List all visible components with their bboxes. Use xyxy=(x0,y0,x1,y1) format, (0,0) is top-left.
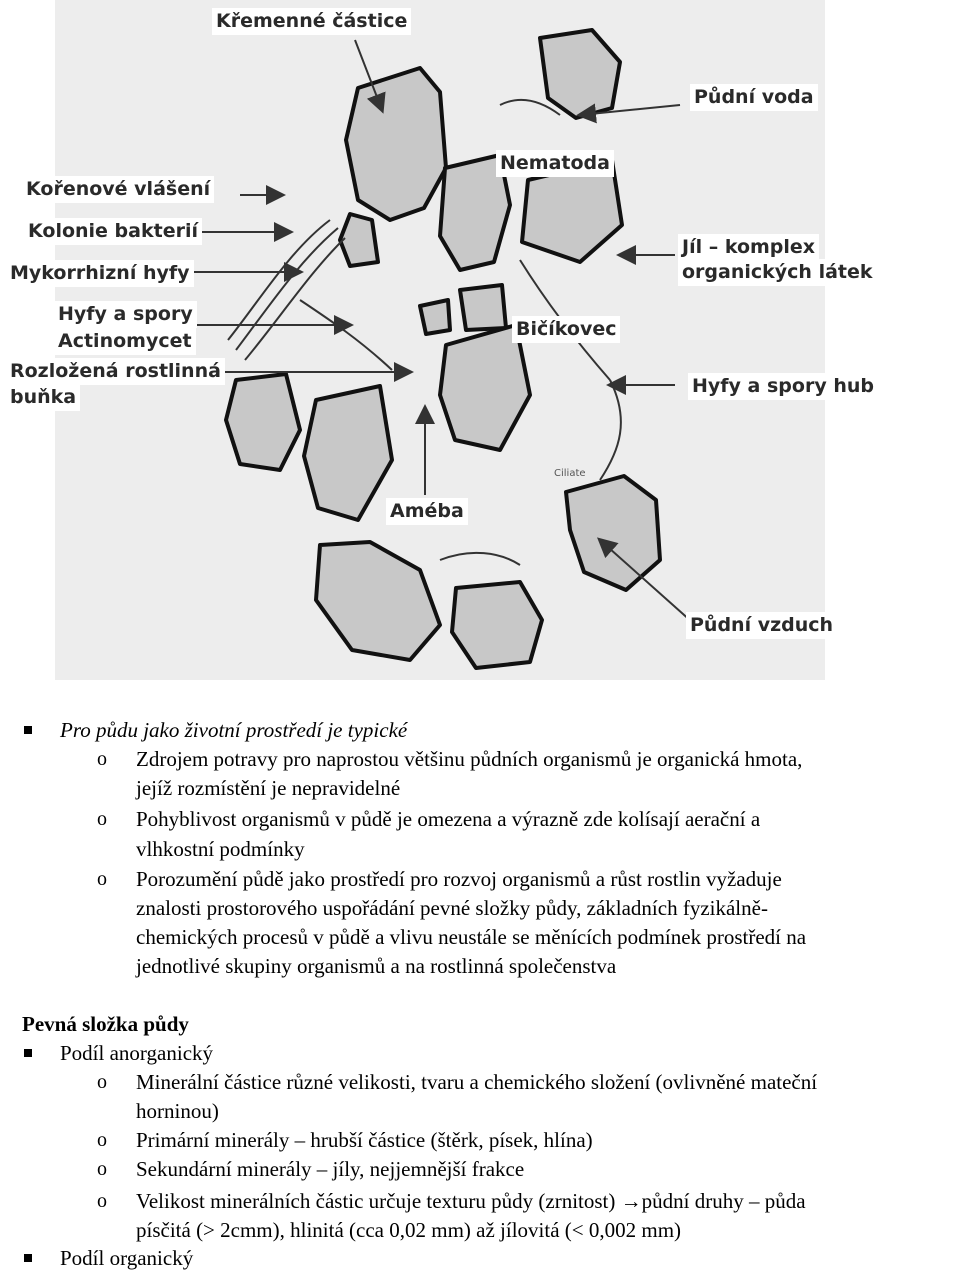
label-nematoda: Nematoda xyxy=(496,150,614,177)
circle-bullet-icon: o xyxy=(97,808,107,830)
square-bullet-icon xyxy=(24,726,32,734)
label-quartz-particles: Křemenné částice xyxy=(212,8,411,35)
quartz-particle xyxy=(460,285,506,330)
list-item-line: Minerální částice různé velikosti, tvaru a chemického složení (ovlivněné mateční xyxy=(136,1070,818,1094)
circle-bullet-icon: o xyxy=(97,1158,107,1180)
circle-bullet-icon: o xyxy=(97,868,107,890)
label-mycorrhizal-hyphae: Mykorrhizní hyfy xyxy=(6,260,194,287)
quartz-particle xyxy=(316,542,440,660)
square-bullet-icon xyxy=(24,1049,32,1057)
list-item-line: jednotlivé skupiny organismů a na rostlinná společenstva xyxy=(136,954,617,978)
list-item-line: Pohyblivost organismů v půdě je omezena a výrazně zde kolísají aerační a xyxy=(136,807,761,831)
list-item-line: Porozumění půdě jako prostředí pro rozvoj organismů a růst rostlin vyžaduje xyxy=(136,867,782,891)
quartz-particle xyxy=(452,582,542,668)
label-bacteria-colony: Kolonie bakterií xyxy=(24,218,202,245)
quartz-particle xyxy=(540,30,620,118)
quartz-particle xyxy=(226,374,300,470)
section-heading: Pevná složka půdy xyxy=(22,1012,189,1036)
label-root-hairs: Kořenové vlášení xyxy=(22,176,214,203)
right-arrow-icon: → xyxy=(620,1189,642,1213)
quartz-particle xyxy=(566,476,660,590)
square-bullet-icon xyxy=(24,1254,32,1262)
list-item-line: písčitá (> 2cmm), hlinitá (cca 0,02 mm) až jílovitá (< 0,002 mm) xyxy=(136,1218,682,1242)
list-item-line: vlhkostní podmínky xyxy=(136,837,305,861)
label-ciliate: Ciliate xyxy=(554,468,586,479)
label-clay-complex-1: Jíl – komplex xyxy=(678,234,819,261)
list-item-text: Velikost minerálních částic určuje texturu půdy (zrnitost) xyxy=(136,1189,621,1213)
list-item-line: horninou) xyxy=(136,1099,219,1123)
label-ameba: Améba xyxy=(386,498,468,525)
section-heading: Pro půdu jako životní prostředí je typické xyxy=(60,718,408,742)
circle-bullet-icon: o xyxy=(97,1190,107,1212)
label-hyphae-spores: Hyfy a spory xyxy=(54,301,197,328)
quartz-particle xyxy=(420,300,450,334)
circle-bullet-icon: o xyxy=(97,748,107,770)
quartz-particle xyxy=(304,386,392,520)
circle-bullet-icon: o xyxy=(97,1071,107,1093)
label-decomposed-plant-cell-1: Rozložená rostlinná xyxy=(6,358,225,385)
list-item-line: jejíž rozmístění je nepravidelné xyxy=(136,776,401,800)
sub-heading: Podíl organický xyxy=(60,1246,194,1270)
list-item-line: Sekundární minerály – jíly, nejjemnější frakce xyxy=(136,1157,525,1181)
label-clay-complex-2: organických látek xyxy=(678,259,877,286)
label-fungal-hyphae-spores: Hyfy a spory hub xyxy=(688,373,878,400)
label-actinomycet: Actinomycet xyxy=(54,328,196,355)
list-item-line: znalosti prostorového uspořádání pevné složky půdy, základních fyzikálně- xyxy=(136,896,768,920)
list-item-line xyxy=(136,1187,806,1215)
list-item-line: Primární minerály – hrubší částice (štěrk, písek, hlína) xyxy=(136,1128,593,1152)
list-item-line: chemických procesů v půdě a vlivu neustále se měnících podmínek prostředí na xyxy=(136,925,807,949)
quartz-particle xyxy=(346,68,446,220)
label-soil-water: Půdní voda xyxy=(690,84,818,111)
label-decomposed-plant-cell-2: buňka xyxy=(6,384,80,411)
circle-bullet-icon: o xyxy=(97,1129,107,1151)
label-bicikovec: Bičíkovec xyxy=(512,316,620,343)
quartz-particle xyxy=(440,325,530,450)
label-soil-air: Půdní vzduch xyxy=(686,612,837,639)
list-item-line: Zdrojem potravy pro naprostou většinu půdních organismů je organická hmota, xyxy=(136,747,803,771)
quartz-particle xyxy=(340,214,378,266)
sub-heading: Podíl anorganický xyxy=(60,1041,214,1065)
list-item-text: půdní druhy – půda xyxy=(641,1189,806,1213)
